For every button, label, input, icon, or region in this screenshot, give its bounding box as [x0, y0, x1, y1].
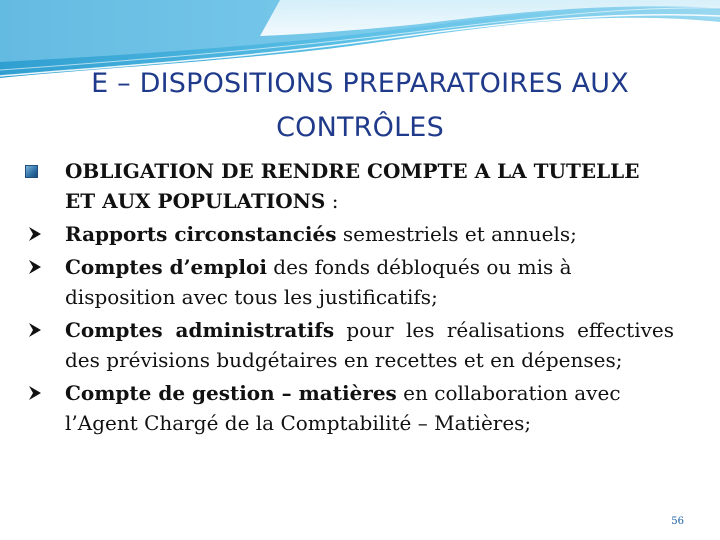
- list-item: [24, 156, 674, 216]
- arrow-bullet-icon: [24, 219, 64, 249]
- item-bold-text: Compte de gestion – matières: [65, 381, 397, 405]
- page-number: 56: [671, 516, 684, 527]
- list-item: [24, 315, 674, 375]
- item-text: :: [325, 189, 339, 213]
- item-text: en collaboration avec l’Agent Chargé de la Comptabilité – Matières;: [65, 381, 621, 435]
- item-text: semestriels et annuels;: [336, 222, 577, 246]
- arrow-bullet-icon: [24, 252, 64, 282]
- slide-title: [40, 62, 680, 150]
- bullet-list: [24, 156, 674, 441]
- item-bold-text: Comptes d’emploi: [65, 255, 267, 279]
- item-text: des fonds débloqués ou mis à disposition avec tous les justificatifs;: [65, 255, 572, 309]
- square-bullet-icon: [24, 156, 64, 186]
- list-item: [24, 219, 674, 249]
- item-text: pour les réalisations effectives des prévisions budgétaires en recettes et en dépenses;: [65, 318, 675, 372]
- list-item: [24, 378, 674, 438]
- item-bold-text: Rapports circonstanciés: [65, 222, 337, 246]
- item-bold-text: OBLIGATION DE RENDRE COMPTE A LA TUTELLE ET AUX POPULATIONS: [65, 159, 640, 213]
- title-line-1: E – DISPOSITIONS PREPARATOIRES AUX: [91, 68, 629, 99]
- arrow-bullet-icon: [24, 315, 64, 345]
- list-item: [24, 252, 674, 312]
- arrow-bullet-icon: [24, 378, 64, 408]
- item-bold-text: Comptes administratifs: [65, 318, 335, 342]
- title-line-2: CONTRÔLES: [276, 112, 444, 143]
